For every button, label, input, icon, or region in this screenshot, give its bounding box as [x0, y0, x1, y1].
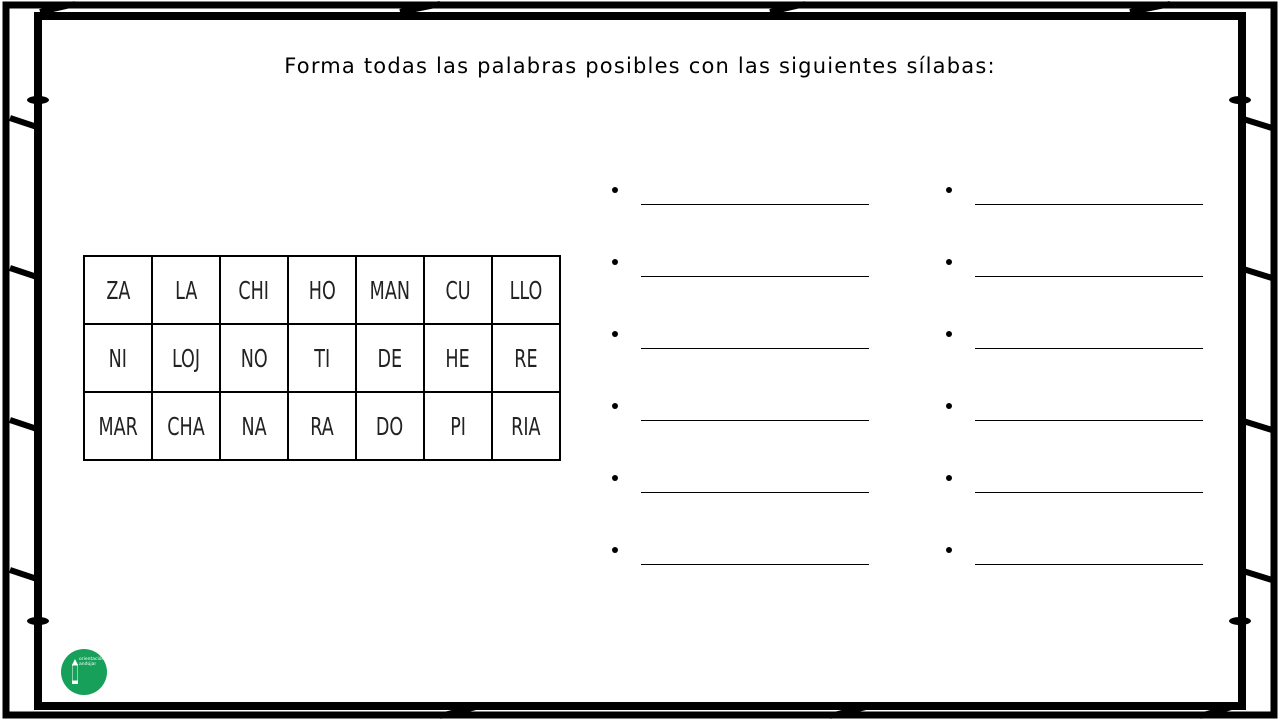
- answer-rule: [641, 420, 869, 421]
- syllable-cell: [84, 324, 152, 392]
- syllable-cell: [152, 392, 220, 460]
- syllable-cell: [220, 256, 288, 324]
- syllable-text: HE: [445, 343, 471, 373]
- syllable-text: RA: [310, 411, 334, 441]
- answer-rule: [641, 276, 869, 277]
- syllable-text: RE: [514, 343, 538, 373]
- syllable-cell: [356, 324, 424, 392]
- answer-rule: [975, 564, 1203, 565]
- syllable-text: CHI: [238, 275, 270, 305]
- answer-line[interactable]: [612, 178, 882, 250]
- answer-rule: [641, 348, 869, 349]
- syllable-text: LA: [174, 275, 198, 305]
- syllable-text: MAN: [369, 275, 411, 305]
- syllable-text: HO: [308, 275, 336, 305]
- syllable-text: PI: [450, 411, 466, 441]
- answer-line[interactable]: [612, 250, 882, 322]
- syllable-cell: [424, 392, 492, 460]
- syllable-text: DO: [376, 411, 404, 441]
- bullet-icon: [612, 547, 618, 553]
- syllable-cell: [84, 256, 152, 324]
- syllable-cell: [492, 392, 560, 460]
- bullet-icon: [946, 547, 952, 553]
- syllable-text: NA: [241, 411, 267, 441]
- brand-logo: [61, 649, 107, 695]
- syllable-text: CU: [445, 275, 471, 305]
- answer-line[interactable]: [946, 178, 1216, 250]
- syllable-cell: [356, 256, 424, 324]
- answer-rule: [975, 276, 1203, 277]
- syllable-cell: [84, 392, 152, 460]
- answer-line[interactable]: [946, 394, 1216, 466]
- answer-rule: [975, 420, 1203, 421]
- answer-rule: [975, 204, 1203, 205]
- answer-line[interactable]: [946, 538, 1216, 610]
- answer-line[interactable]: [612, 466, 882, 538]
- syllable-cell: [152, 324, 220, 392]
- syllable-text: NO: [240, 343, 268, 373]
- logo-text: orientación andújar: [79, 657, 105, 667]
- syllable-cell: [492, 256, 560, 324]
- syllable-row: [84, 392, 560, 460]
- syllable-cell: [152, 256, 220, 324]
- answer-rule: [641, 492, 869, 493]
- syllable-text: NI: [108, 343, 128, 373]
- syllable-text: RIA: [511, 411, 541, 441]
- answer-rule: [975, 348, 1203, 349]
- answer-rule: [975, 492, 1203, 493]
- answer-line[interactable]: [946, 250, 1216, 322]
- syllable-text: ZA: [105, 275, 131, 305]
- bullet-icon: [612, 331, 618, 337]
- syllable-grid: [83, 255, 561, 461]
- syllable-text: CHA: [167, 411, 205, 441]
- bullet-icon: [612, 259, 618, 265]
- syllable-cell: [288, 392, 356, 460]
- bullet-icon: [946, 259, 952, 265]
- bullet-icon: [612, 403, 618, 409]
- syllable-cell: [288, 324, 356, 392]
- bullet-icon: [612, 475, 618, 481]
- bullet-icon: [946, 403, 952, 409]
- bullet-icon: [612, 187, 618, 193]
- answer-column-left: [612, 178, 882, 610]
- syllable-text: LOJ: [171, 343, 201, 373]
- syllable-cell: [424, 324, 492, 392]
- syllable-cell: [220, 392, 288, 460]
- answer-rule: [641, 204, 869, 205]
- syllable-text: LLO: [509, 275, 543, 305]
- syllable-text: TI: [314, 343, 330, 373]
- syllable-text: DE: [377, 343, 403, 373]
- worksheet-title: Forma todas las palabras posibles con las siguientes sílabas:: [284, 54, 996, 78]
- answer-line[interactable]: [612, 394, 882, 466]
- answer-column-right: [946, 178, 1216, 610]
- answer-rule: [641, 564, 869, 565]
- syllable-cell: [424, 256, 492, 324]
- bullet-icon: [946, 187, 952, 193]
- syllable-text: MAR: [98, 411, 138, 441]
- answer-line[interactable]: [946, 466, 1216, 538]
- syllable-cell: [288, 256, 356, 324]
- bullet-icon: [946, 331, 952, 337]
- bullet-icon: [946, 475, 952, 481]
- syllable-cell: [356, 392, 424, 460]
- syllable-cell: [492, 324, 560, 392]
- answer-line[interactable]: [612, 322, 882, 394]
- syllable-row: [84, 256, 560, 324]
- answer-line[interactable]: [612, 538, 882, 610]
- pencil-icon: [72, 659, 78, 685]
- syllable-cell: [220, 324, 288, 392]
- answer-line[interactable]: [946, 322, 1216, 394]
- syllable-row: [84, 324, 560, 392]
